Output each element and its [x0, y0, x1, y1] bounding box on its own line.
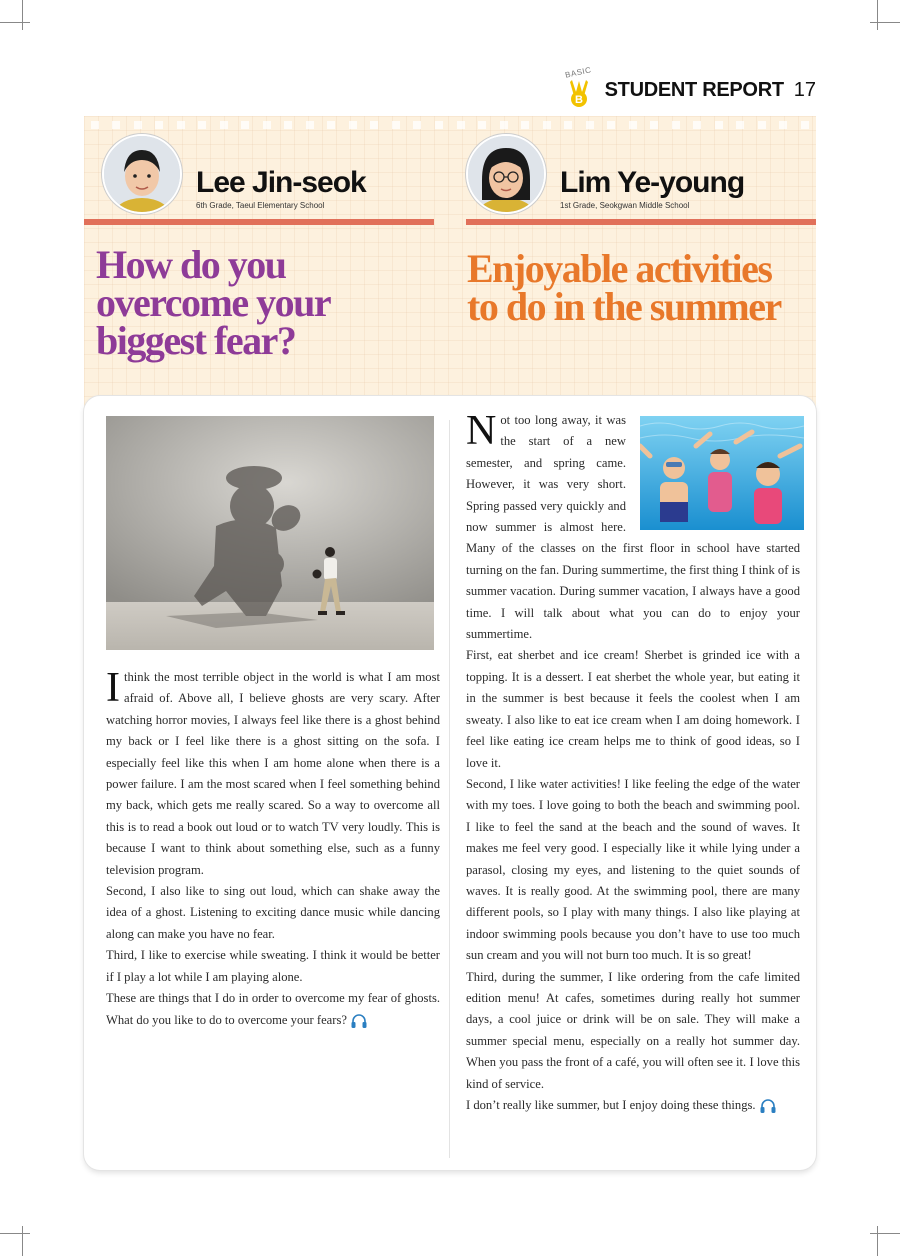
paragraph: Third, during the summer, I like ordering from the cafe limited edition menu! At cafes, sometimes during really hot summer days, a cool juice or drink will be on sale. They will make a summer special menu, especially on a really hot summer day. When you pass the front of a café, you will often see it. I love this kind of service.: [466, 969, 800, 1091]
boxer-shadow-photo: [106, 416, 434, 650]
avatar-left: [102, 134, 182, 214]
author-name-left: Lee Jin-seok: [196, 166, 366, 199]
page-header: [563, 60, 816, 110]
article-headline-right: [467, 246, 781, 329]
author-name-right: Lim Ye-young: [560, 166, 745, 199]
headline-line: Enjoyable activities: [467, 246, 772, 291]
crop-mark-bottom-right-h: [870, 1233, 900, 1234]
film-strip-dots: [84, 116, 816, 134]
crop-mark-top-right-v: [877, 0, 878, 30]
girl-portrait-icon: [468, 136, 544, 212]
headline-line: How do you: [96, 242, 286, 287]
crop-mark-top-right-h: [870, 22, 900, 23]
article-headline-left: [96, 242, 331, 363]
crop-mark-bottom-right-v: [877, 1226, 878, 1256]
author-left: [102, 134, 366, 214]
column-divider: [449, 420, 450, 1158]
badge-letter: B: [574, 94, 583, 106]
crop-mark-bottom-left-v: [22, 1226, 23, 1256]
basic-badge: [563, 65, 595, 110]
paragraph: ot too long away, it was the start of a new semester, and spring came. However, it was very short. Spring passed very quickly and now summer is almost here. Many of the classes on the first floor in school have started turning on the fan. During summertime, the first thing I think of is summer vacation. During summer vacation, I always have a good time. I will talk about what you can do to enjoy your summertime.: [466, 413, 800, 642]
paragraph: These are things that I do in order to overcome my fear of ghosts. What do you like to do to overcome your fears?: [106, 991, 440, 1027]
avatar-right: [466, 134, 546, 214]
headphones-icon[interactable]: [759, 1098, 777, 1114]
paragraph: think the most terrible object in the world is what I am most afraid of. Above all, I believe ghosts are very scary. After watching horror movies, I always feel like there is a ghost behind my back or I feel like there is a ghost sitting on the sofa. I especially feel like this when I am home alone when there is a power failure. I am the most scared when I feel something behind my back, which gets me really scared. So a way to overcome all this is to read a book out loud or to watch TV very loudly. This is because I want to think about something else, such as a funny television program.: [106, 670, 440, 877]
divider-rule-left: [84, 219, 434, 225]
paragraph: Second, I also like to sing out loud, which can shake away the idea of a ghost. Listening to exciting dance music while dancing along can make you have no fear.: [106, 884, 440, 941]
drop-cap: N: [466, 408, 497, 454]
paragraph: Third, I like to exercise while sweating. I think it would be better if I play a lot while I am playing alone.: [106, 948, 440, 984]
paragraph: I don’t really like summer, but I enjoy doing these things.: [466, 1098, 756, 1112]
image-wrap-spacer: [626, 410, 800, 526]
article-body-right: [466, 410, 800, 1116]
crop-mark-bottom-left-h: [0, 1233, 30, 1234]
headline-line: overcome your: [96, 280, 331, 325]
headline-line: to do in the summer: [467, 284, 781, 329]
page-number: 17: [793, 79, 816, 101]
page-title: STUDENT REPORT: [604, 79, 784, 101]
divider-rule-right: [466, 219, 816, 225]
article-body-left: [106, 667, 440, 1031]
victory-hand-icon: [566, 78, 592, 108]
headline-line: biggest fear?: [96, 318, 296, 363]
drop-cap: I: [106, 665, 120, 711]
crop-mark-top-left-v: [22, 0, 23, 30]
author-school-right: 1st Grade, Seokgwan Middle School: [560, 201, 690, 210]
boxer-shadow-illustration-icon: [106, 416, 434, 650]
crop-mark-top-left-h: [0, 22, 30, 23]
author-right: [466, 134, 744, 214]
paragraph: First, eat sherbet and ice cream! Sherbet is grinded ice with a topping. It is a dessert. I eat sherbet the whole year, but eating it in the summer is best because it feels the coolest when I am sweaty. I also like to eat ice cream when I am doing homework. I feel like eating ice cream helps me to think of good ideas, so I love it.: [466, 648, 800, 770]
headphones-icon[interactable]: [350, 1013, 368, 1029]
boy-portrait-icon: [104, 136, 180, 212]
badge-label: BASIC: [563, 65, 592, 80]
paragraph: Second, I like water activities! I like feeling the edge of the water with my toes. I love going to both the beach and swimming pool. I like to feel the sand at the beach and the sound of waves. It makes me feel very good. I especially like it while lying under a parasol, closing my eyes, and listening to the quiet sounds of waves. It is really good. At the swimming pool, there are many different pools, so I play with many things. I also like playing at indoor swimming pools because you don’t have to use too much sun cream and you will not burn too much. It is so great!: [466, 776, 800, 963]
author-school-left: 6th Grade, Taeul Elementary School: [196, 201, 325, 210]
